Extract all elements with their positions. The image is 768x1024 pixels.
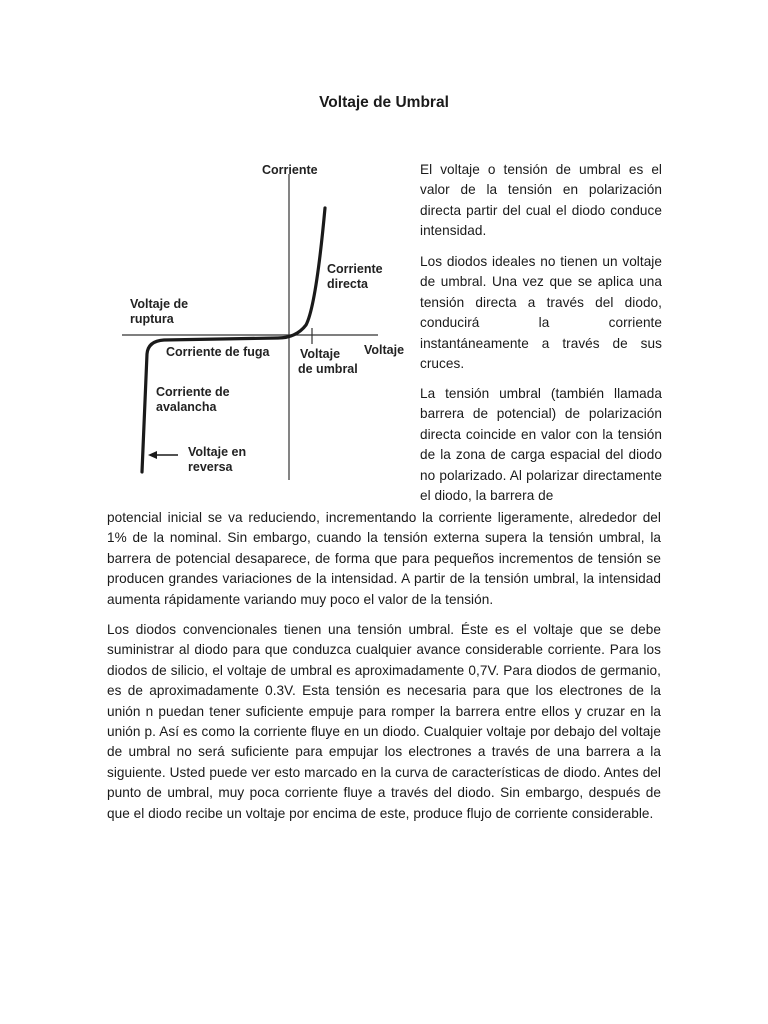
figure-label-voltaje-reversa-2: reversa (188, 460, 233, 474)
figure-label-corriente-directa-1: Corriente (327, 262, 383, 276)
figure-label-voltaje-reversa-1: Voltaje en (188, 445, 247, 459)
paragraph-potential-barrier-part1: La tensión umbral (también llamada barrera de potencial) de polarización directa coincide en valor con la tensión de la zona de carga espacial del diodo no polarizado. Al polarizar directamente el diodo, la barrera de (420, 386, 662, 504)
figure-label-voltaje-ruptura-2: ruptura (130, 312, 174, 326)
diode-characteristic-curve (142, 208, 325, 472)
figure-label-voltaje-umbral-1: Voltaje (300, 347, 341, 361)
paragraph-ideal-diodes: Los diodos ideales no tienen un voltaje de umbral. Una vez que se aplica una tensión directa a través del diodo, conducirá la corriente instantáneamente a través de sus cruces. (420, 254, 662, 372)
figure-label-voltaje-umbral-2: de umbral (298, 362, 358, 376)
figure-label-corriente: Corriente (262, 163, 318, 177)
diode-curve-figure (118, 158, 410, 480)
reverse-voltage-arrowhead (148, 451, 157, 459)
figure-label-voltaje-ruptura-1: Voltaje de (130, 297, 189, 311)
paragraph-threshold-definition: El voltaje o tensión de umbral es el valor de la tensión en polarización directa partir del cual el diodo conduce intensidad. (420, 162, 662, 239)
figure-label-corriente-fuga: Corriente de fuga (166, 345, 270, 359)
page-title: Voltaje de Umbral (319, 94, 449, 111)
figure-label-avalancha-2: avalancha (156, 400, 217, 414)
figure-label-voltaje: Voltaje (364, 343, 405, 357)
figure-label-avalancha-1: Corriente de (156, 385, 230, 399)
figure-label-corriente-directa-2: directa (327, 277, 368, 291)
paragraph-conventional-diodes: Los diodos convencionales tienen una tensión umbral. Éste es el voltaje que se debe suministrar al diodo para que conduzca cualquier avance considerable corriente. Para los diodos de silicio, el voltaje de umbral es aproximadamente 0,7V. Para diodos de germanio, es de aproximadamente 0.3V. Esta tensión es necesaria para que los electrones de la unión n puedan tener suficiente empuje para romper la barrera entre ellos y cruzar en la unión p. Así es como la corriente fluye en un diodo. Cualquier voltaje por debajo del voltaje de umbral no será suficiente para empujar los electrones a través de una barrera a la siguiente. Usted puede ver esto marcado en la curva de características de diodo. Antes del punto de umbral, muy poca corriente fluye a través del diodo. Sin embargo, después de que el diodo recibe un voltaje por encima de este, produce flujo de corriente considerable. (107, 622, 661, 821)
paragraph-potential-barrier-part2: potencial inicial se va reduciendo, incrementando la corriente ligeramente, alrededor del 1% de la nominal. Sin embargo, cuando la tensión externa supera la tensión umbral, la barrera de potencial desaparece, de forma que para pequeños incrementos de tensión se producen grandes variaciones de la intensidad. A partir de la tensión umbral, la intensidad aumenta rápidamente variando muy poco el valor de la tensión. (107, 510, 661, 607)
